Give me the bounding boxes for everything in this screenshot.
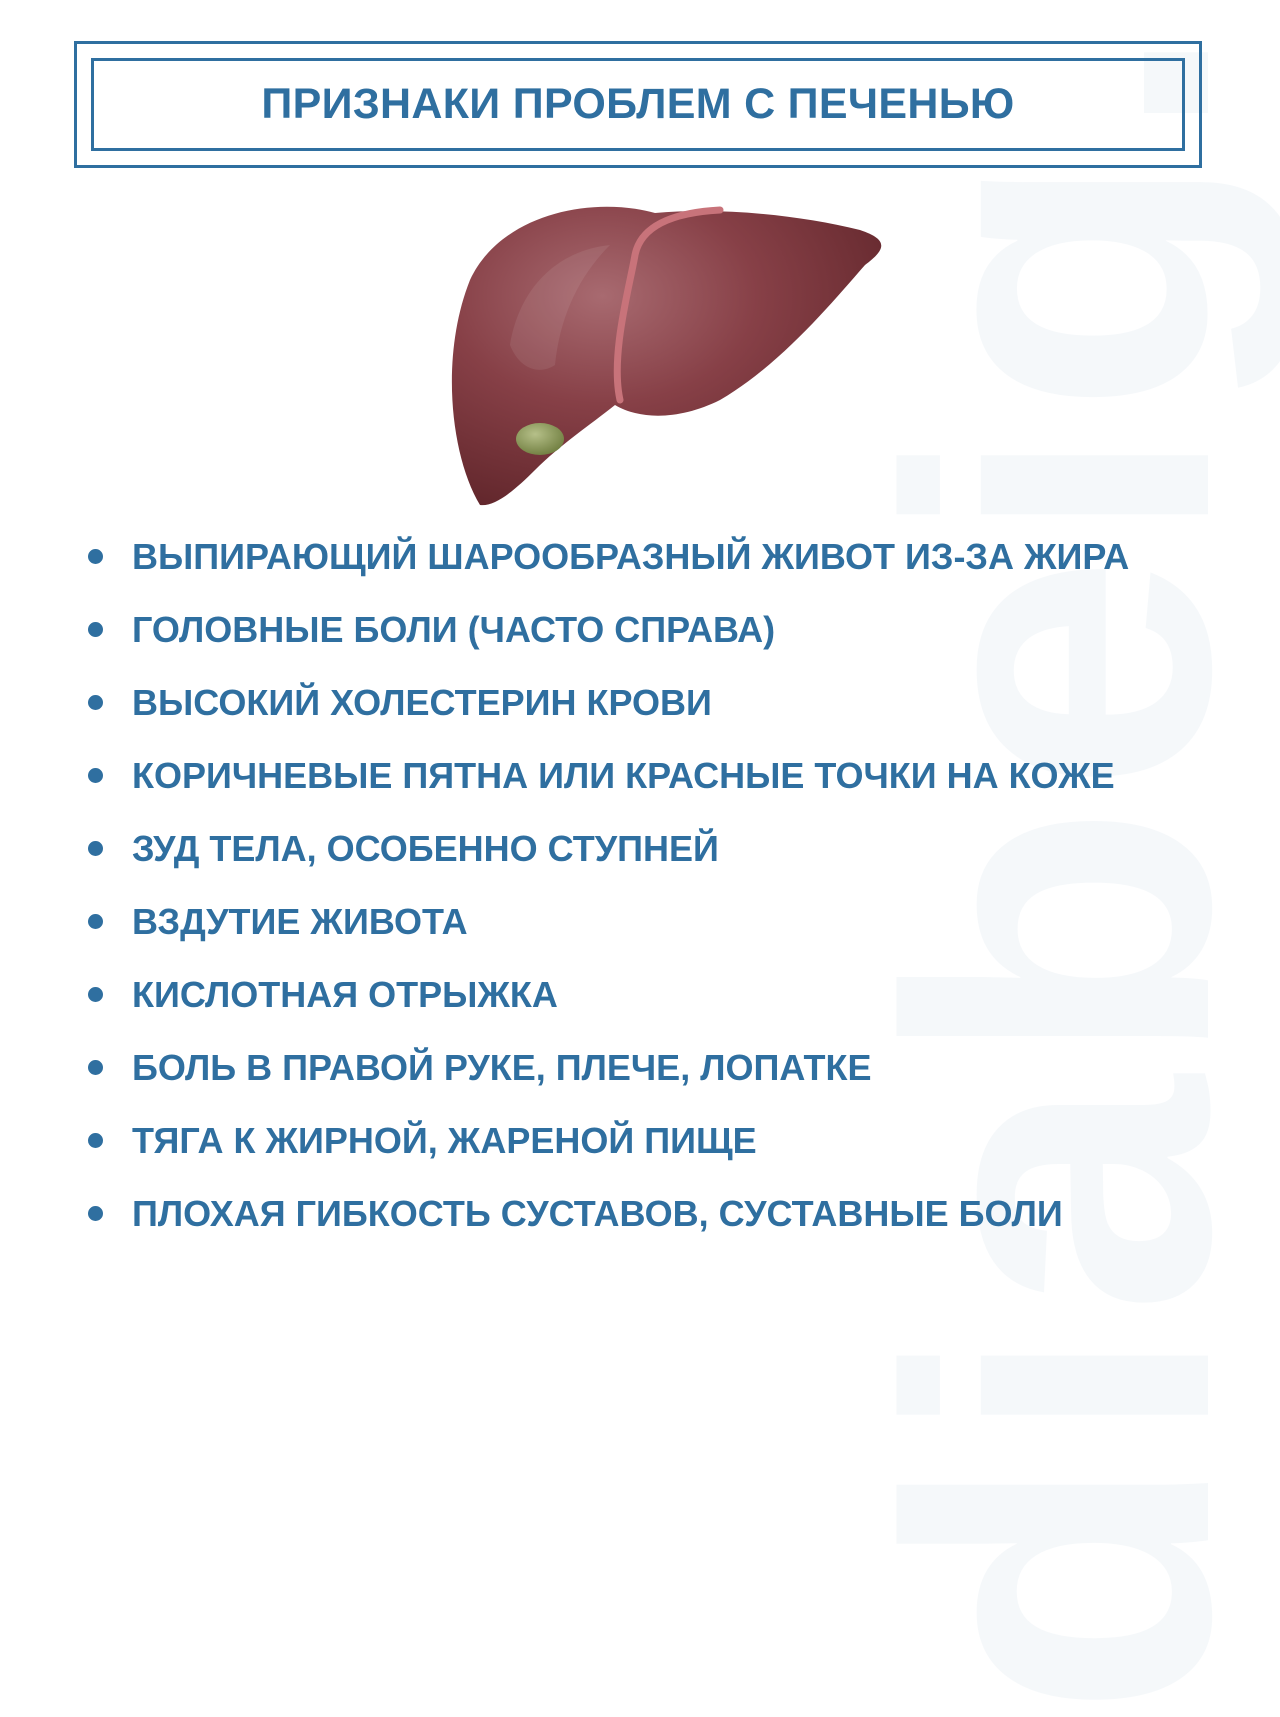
gallbladder-icon: [516, 423, 564, 455]
symptom-text: КИСЛОТНАЯ ОТРЫЖКА: [132, 973, 558, 1015]
bullet-icon: [88, 768, 103, 783]
list-item: [84, 812, 1234, 885]
list-item: [84, 666, 1234, 739]
list-item: [84, 520, 1234, 593]
symptom-text: БОЛЬ В ПРАВОЙ РУКЕ, ПЛЕЧЕ, ЛОПАТКЕ: [132, 1046, 872, 1088]
list-item: [84, 1031, 1234, 1104]
bullet-icon: [88, 1206, 103, 1221]
bullet-icon: [88, 549, 103, 564]
list-item: [84, 739, 1234, 812]
list-item: [84, 885, 1234, 958]
bullet-icon: [88, 1060, 103, 1075]
list-item: [84, 593, 1234, 666]
bullet-icon: [88, 987, 103, 1002]
bullet-icon: [88, 841, 103, 856]
list-item: [84, 1104, 1234, 1177]
bullet-icon: [88, 1133, 103, 1148]
liver-icon: [440, 195, 890, 515]
symptom-text: ЗУД ТЕЛА, ОСОБЕННО СТУПНЕЙ: [132, 827, 719, 869]
bullet-icon: [88, 622, 103, 637]
symptom-list: [84, 520, 1234, 1250]
bullet-icon: [88, 914, 103, 929]
symptom-text: ВЫПИРАЮЩИЙ ШАРООБРАЗНЫЙ ЖИВОТ ИЗ-ЗА ЖИРА: [132, 535, 1130, 577]
title-frame: [74, 41, 1202, 168]
symptom-text: ГОЛОВНЫЕ БОЛИ (ЧАСТО СПРАВА): [132, 608, 776, 650]
symptom-text: ВЫСОКИЙ ХОЛЕСТЕРИН КРОВИ: [132, 681, 712, 723]
symptom-text: ТЯГА К ЖИРНОЙ, ЖАРЕНОЙ ПИЩЕ: [132, 1119, 757, 1161]
list-item: [84, 1177, 1234, 1250]
symptom-text: КОРИЧНЕВЫЕ ПЯТНА ИЛИ КРАСНЫЕ ТОЧКИ НА КОЖЕ: [132, 754, 1115, 796]
list-item: [84, 958, 1234, 1031]
bullet-icon: [88, 695, 103, 710]
symptom-text: ВЗДУТИЕ ЖИВОТА: [132, 900, 468, 942]
page-title: ПРИЗНАКИ ПРОБЛЕМ С ПЕЧЕНЬЮ: [261, 80, 1015, 128]
title-inner-frame: [91, 58, 1185, 151]
symptom-text: ПЛОХАЯ ГИБКОСТЬ СУСТАВОВ, СУСТАВНЫЕ БОЛИ: [132, 1192, 1063, 1234]
